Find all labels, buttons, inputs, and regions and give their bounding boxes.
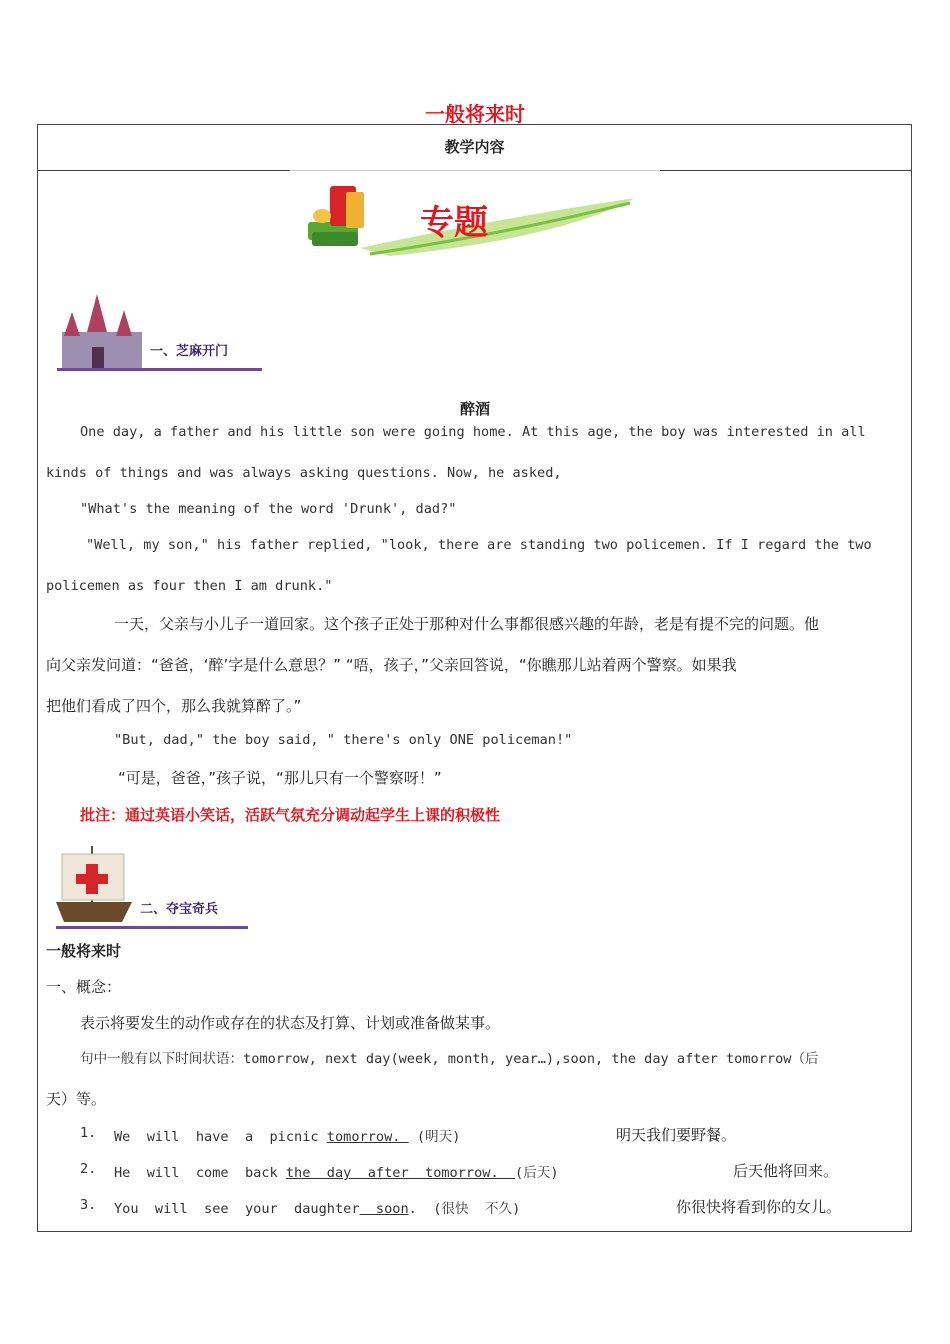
example-sentence: We will have a picnic tomorrow. (明天) [114,1129,461,1145]
story-title: 醉酒 [459,400,490,418]
teacher-note: 批注：通过英语小笑话，活跃气氛充分调动起学生上课的积极性 [80,806,501,824]
story-paragraph: kinds of things and was always asking questions. Now, he asked, [46,465,562,481]
example-sentence: You will see your daughter soon. (很快 不久) [114,1201,521,1217]
example-number: 1. [80,1125,97,1141]
story-paragraph: "What's the meaning of the word 'Drunk', dad?" [80,501,457,517]
story-translation: 向父亲发问道：“爸爸，‘醉’字是什么意思？” “唔，孩子，”父亲回答说，“你瞧那儿站着两个警察。如果我 [46,656,737,674]
story-paragraph: One day, a father and his little son were going home. At this age, the boy was interested in all [80,424,866,440]
section-heading: 一般将来时 [46,942,122,960]
topic-banner-text: 专题 [420,203,488,243]
example-translation: 你很快将看到你的女儿。 [676,1198,842,1216]
time-expressions: 句中一般有以下时间状语：tomorrow, next day(week, month, year…),soon, the day after tomorrow（后 [80,1051,819,1067]
story-translation: 把他们看成了四个，那么我就算醉了。” [46,697,302,715]
example-translation: 明天我们要野餐。 [616,1126,737,1144]
story-paragraph: "But, dad," the boy said, " there's only ONE policeman!" [114,732,573,748]
example-translation: 后天他将回来。 [733,1162,839,1180]
page-title: 一般将来时 [425,102,525,126]
story-translation: “可是，爸爸，”孩子说，“那儿只有一个警察呀！” [118,769,442,787]
time-expressions: 天）等。 [46,1090,107,1108]
story-paragraph: policemen as four then I am drunk." [46,578,333,594]
divider [290,170,660,171]
example-number: 3. [80,1197,97,1213]
story-paragraph: "Well, my son," his father replied, "look, there are standing two policemen. If I regard the two [86,537,872,553]
ship-icon [52,840,252,932]
example-number: 2. [80,1161,97,1177]
concept-label: 一、概念： [46,978,122,996]
castle-icon [52,292,262,374]
concept-text: 表示将要发生的动作或存在的状态及打算、计划或准备做某事。 [80,1014,501,1032]
example-sentence: He will come back the day after tomorrow. (后天) [114,1165,559,1181]
table-header: 教学内容 [37,124,912,171]
section1-banner: 一、芝麻开门 [150,344,229,359]
section2-banner: 二、夺宝奇兵 [140,902,219,917]
story-translation: 一天，父亲与小儿子一道回家。这个孩子正处于那种对什么事都很感兴趣的年龄，老是有提不完的问题。他 [114,615,820,633]
